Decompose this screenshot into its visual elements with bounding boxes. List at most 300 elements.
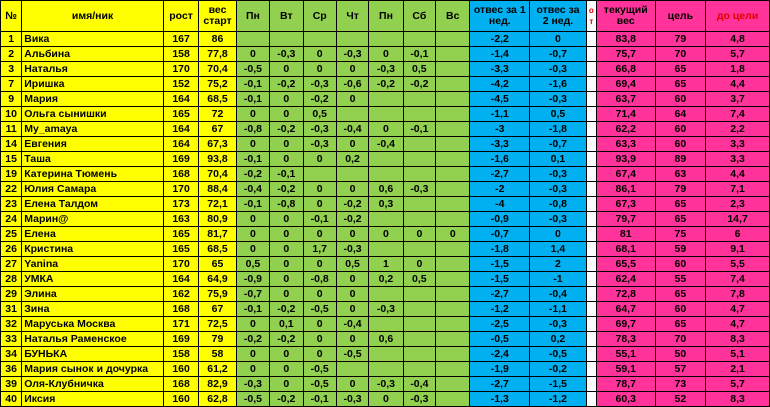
cell-marker[interactable] (586, 302, 596, 317)
cell-loss-week2[interactable]: -1,1 (530, 302, 587, 317)
cell-day-tue[interactable]: -0,2 (270, 182, 303, 197)
cell-day-wed[interactable]: -0,3 (303, 122, 336, 137)
cell-loss-week1[interactable]: -2,4 (470, 347, 530, 362)
cell-day-mon[interactable] (236, 32, 269, 47)
cell-current-weight[interactable]: 83,8 (596, 32, 655, 47)
cell-day-thu[interactable] (336, 167, 368, 182)
cell-loss-week2[interactable]: 2 (530, 257, 587, 272)
cell-day-sat[interactable] (403, 317, 435, 332)
cell-marker[interactable] (586, 317, 596, 332)
cell-goal[interactable]: 65 (655, 62, 706, 77)
cell-day-thu[interactable]: 0 (336, 137, 368, 152)
header-to-goal[interactable]: до цели (706, 1, 770, 32)
cell-day-sun[interactable] (436, 332, 470, 347)
cell-loss-week1[interactable]: -4,5 (470, 92, 530, 107)
cell-day-mon[interactable]: -0,1 (236, 77, 269, 92)
cell-goal[interactable]: 65 (655, 77, 706, 92)
cell-loss-week2[interactable]: -0,7 (530, 137, 587, 152)
cell-loss-week1[interactable]: -2 (470, 182, 530, 197)
cell-num[interactable]: 40 (1, 392, 22, 407)
cell-day-thu[interactable]: -0,4 (336, 122, 368, 137)
cell-start-weight[interactable]: 77,8 (199, 47, 236, 62)
cell-day-thu[interactable]: -0,3 (336, 47, 368, 62)
cell-goal[interactable]: 60 (655, 122, 706, 137)
cell-num[interactable]: 19 (1, 167, 22, 182)
cell-loss-week1[interactable]: -0,9 (470, 212, 530, 227)
cell-loss-week1[interactable]: -2,7 (470, 167, 530, 182)
cell-day-thu[interactable]: 0 (336, 287, 368, 302)
cell-day-wed[interactable]: -0,8 (303, 272, 336, 287)
cell-name[interactable]: Зина (22, 302, 164, 317)
cell-day-thu[interactable]: 0 (336, 272, 368, 287)
cell-day-wed[interactable]: -0,5 (303, 362, 336, 377)
cell-day-sun[interactable] (436, 242, 470, 257)
cell-day-wed[interactable]: 0 (303, 257, 336, 272)
cell-goal[interactable]: 75 (655, 227, 706, 242)
cell-marker[interactable] (586, 122, 596, 137)
cell-height[interactable]: 158 (163, 47, 198, 62)
header-day-thu[interactable]: Чт (336, 1, 368, 32)
cell-loss-week2[interactable]: -0,3 (530, 62, 587, 77)
cell-day-sat[interactable]: 0,5 (403, 272, 435, 287)
header-day-sat[interactable]: Сб (403, 1, 435, 32)
cell-day-mon[interactable]: 0 (236, 227, 269, 242)
cell-day-sat[interactable]: 0,5 (403, 62, 435, 77)
cell-day-sat[interactable]: -0,4 (403, 377, 435, 392)
cell-goal[interactable]: 65 (655, 317, 706, 332)
cell-day-fri[interactable] (369, 167, 403, 182)
cell-day-sun[interactable] (436, 392, 470, 407)
cell-goal[interactable]: 79 (655, 182, 706, 197)
cell-day-thu[interactable]: -0,4 (336, 317, 368, 332)
cell-name[interactable]: Елена Талдом (22, 197, 164, 212)
cell-day-fri[interactable] (369, 362, 403, 377)
cell-num[interactable]: 27 (1, 257, 22, 272)
cell-day-sun[interactable] (436, 152, 470, 167)
cell-day-sat[interactable] (403, 332, 435, 347)
cell-day-thu[interactable]: 0,2 (336, 152, 368, 167)
cell-day-mon[interactable]: 0 (236, 347, 269, 362)
cell-to-goal[interactable]: 7,4 (706, 107, 770, 122)
cell-start-weight[interactable]: 88,4 (199, 182, 236, 197)
cell-day-wed[interactable]: -0,1 (303, 392, 336, 407)
cell-name[interactable]: Мария (22, 92, 164, 107)
cell-name[interactable]: Альбина (22, 47, 164, 62)
cell-day-tue[interactable]: -0,2 (270, 302, 303, 317)
cell-current-weight[interactable]: 66,8 (596, 62, 655, 77)
cell-goal[interactable]: 60 (655, 257, 706, 272)
cell-day-tue[interactable]: -0,1 (270, 167, 303, 182)
cell-goal[interactable]: 79 (655, 32, 706, 47)
header-goal[interactable]: цель (655, 1, 706, 32)
cell-day-fri[interactable] (369, 107, 403, 122)
cell-start-weight[interactable]: 80,9 (199, 212, 236, 227)
cell-height[interactable]: 167 (163, 32, 198, 47)
cell-loss-week2[interactable]: -0,3 (530, 317, 587, 332)
cell-start-weight[interactable]: 68,5 (199, 242, 236, 257)
cell-goal[interactable]: 60 (655, 92, 706, 107)
cell-loss-week1[interactable]: -2,7 (470, 377, 530, 392)
cell-name[interactable]: Евгения (22, 137, 164, 152)
cell-day-thu[interactable]: -0,2 (336, 197, 368, 212)
cell-current-weight[interactable]: 72,8 (596, 287, 655, 302)
cell-day-mon[interactable]: -0,5 (236, 62, 269, 77)
cell-day-sat[interactable] (403, 212, 435, 227)
cell-loss-week1[interactable]: -1,2 (470, 302, 530, 317)
cell-name[interactable]: Марин@ (22, 212, 164, 227)
cell-day-sun[interactable] (436, 302, 470, 317)
header-loss-week1[interactable]: отвес за 1 нед. (470, 1, 530, 32)
cell-loss-week2[interactable]: 0,1 (530, 152, 587, 167)
cell-marker[interactable] (586, 152, 596, 167)
cell-day-fri[interactable]: 0 (369, 47, 403, 62)
cell-loss-week2[interactable]: -1,6 (530, 77, 587, 92)
cell-start-weight[interactable]: 64,9 (199, 272, 236, 287)
header-marker[interactable]: о т (586, 1, 596, 32)
cell-to-goal[interactable]: 3,3 (706, 152, 770, 167)
cell-day-mon[interactable]: -0,1 (236, 302, 269, 317)
cell-day-tue[interactable]: -0,2 (270, 332, 303, 347)
cell-day-fri[interactable]: -0,3 (369, 62, 403, 77)
cell-day-mon[interactable]: 0 (236, 242, 269, 257)
cell-height[interactable]: 164 (163, 122, 198, 137)
cell-day-mon[interactable]: 0 (236, 137, 269, 152)
cell-loss-week2[interactable]: 1,4 (530, 242, 587, 257)
cell-day-tue[interactable]: -0,2 (270, 122, 303, 137)
cell-day-fri[interactable] (369, 212, 403, 227)
cell-name[interactable]: Оля-Клубничка (22, 377, 164, 392)
cell-day-fri[interactable]: 0 (369, 392, 403, 407)
cell-day-fri[interactable]: -0,4 (369, 137, 403, 152)
cell-height[interactable]: 168 (163, 167, 198, 182)
cell-marker[interactable] (586, 212, 596, 227)
cell-height[interactable]: 160 (163, 362, 198, 377)
cell-height[interactable]: 165 (163, 227, 198, 242)
cell-current-weight[interactable]: 67,3 (596, 197, 655, 212)
cell-day-fri[interactable]: 0,2 (369, 272, 403, 287)
cell-day-sun[interactable] (436, 137, 470, 152)
cell-to-goal[interactable]: 5,7 (706, 377, 770, 392)
cell-current-weight[interactable]: 60,3 (596, 392, 655, 407)
cell-goal[interactable]: 55 (655, 272, 706, 287)
cell-height[interactable]: 164 (163, 272, 198, 287)
cell-day-mon[interactable]: -0,2 (236, 332, 269, 347)
cell-day-mon[interactable]: -0,1 (236, 152, 269, 167)
cell-day-wed[interactable]: 0,5 (303, 107, 336, 122)
cell-name[interactable]: Елена (22, 227, 164, 242)
cell-day-sat[interactable] (403, 302, 435, 317)
cell-name[interactable]: Наталья (22, 62, 164, 77)
cell-start-weight[interactable]: 72,5 (199, 317, 236, 332)
cell-num[interactable]: 36 (1, 362, 22, 377)
cell-goal[interactable]: 64 (655, 107, 706, 122)
cell-num[interactable]: 7 (1, 77, 22, 92)
cell-start-weight[interactable]: 65 (199, 257, 236, 272)
cell-current-weight[interactable]: 63,7 (596, 92, 655, 107)
cell-day-sun[interactable] (436, 197, 470, 212)
header-day-tue[interactable]: Вт (270, 1, 303, 32)
cell-name[interactable]: Вика (22, 32, 164, 47)
cell-height[interactable]: 164 (163, 137, 198, 152)
cell-day-thu[interactable]: 0 (336, 302, 368, 317)
cell-num[interactable]: 25 (1, 227, 22, 242)
cell-goal[interactable]: 65 (655, 287, 706, 302)
cell-loss-week2[interactable]: -0,7 (530, 47, 587, 62)
cell-to-goal[interactable]: 6 (706, 227, 770, 242)
cell-day-mon[interactable]: -0,4 (236, 182, 269, 197)
cell-start-weight[interactable]: 75,2 (199, 77, 236, 92)
cell-current-weight[interactable]: 93,9 (596, 152, 655, 167)
cell-day-sat[interactable]: 0 (403, 227, 435, 242)
cell-current-weight[interactable]: 78,7 (596, 377, 655, 392)
cell-day-tue[interactable]: 0 (270, 62, 303, 77)
cell-day-sun[interactable] (436, 107, 470, 122)
cell-day-sat[interactable]: 0 (403, 257, 435, 272)
cell-day-tue[interactable]: -0,2 (270, 77, 303, 92)
cell-name[interactable]: Таша (22, 152, 164, 167)
cell-to-goal[interactable]: 9,1 (706, 242, 770, 257)
cell-height[interactable]: 165 (163, 242, 198, 257)
cell-day-wed[interactable]: 0 (303, 347, 336, 362)
cell-day-sun[interactable] (436, 347, 470, 362)
cell-day-thu[interactable] (336, 107, 368, 122)
cell-loss-week1[interactable]: -1,6 (470, 152, 530, 167)
cell-marker[interactable] (586, 347, 596, 362)
cell-current-weight[interactable]: 65,5 (596, 257, 655, 272)
cell-start-weight[interactable]: 86 (199, 32, 236, 47)
cell-goal[interactable]: 60 (655, 302, 706, 317)
cell-num[interactable]: 26 (1, 242, 22, 257)
cell-day-fri[interactable]: 0,3 (369, 197, 403, 212)
cell-day-thu[interactable] (336, 362, 368, 377)
cell-marker[interactable] (586, 257, 596, 272)
cell-marker[interactable] (586, 137, 596, 152)
cell-day-tue[interactable]: 0 (270, 152, 303, 167)
cell-height[interactable]: 168 (163, 302, 198, 317)
cell-loss-week1[interactable]: -1,9 (470, 362, 530, 377)
cell-goal[interactable]: 65 (655, 197, 706, 212)
cell-loss-week2[interactable]: -0,3 (530, 182, 587, 197)
cell-day-tue[interactable]: 0 (270, 362, 303, 377)
cell-day-wed[interactable] (303, 167, 336, 182)
cell-marker[interactable] (586, 332, 596, 347)
cell-day-tue[interactable]: 0 (270, 107, 303, 122)
cell-goal[interactable]: 52 (655, 392, 706, 407)
cell-day-fri[interactable]: 0 (369, 227, 403, 242)
cell-day-tue[interactable]: -0,3 (270, 47, 303, 62)
cell-current-weight[interactable]: 75,7 (596, 47, 655, 62)
cell-num[interactable]: 11 (1, 122, 22, 137)
cell-num[interactable]: 23 (1, 197, 22, 212)
cell-day-thu[interactable] (336, 32, 368, 47)
cell-num[interactable]: 10 (1, 107, 22, 122)
cell-day-tue[interactable]: 0 (270, 347, 303, 362)
cell-marker[interactable] (586, 47, 596, 62)
header-loss-week2[interactable]: отвес за 2 нед. (530, 1, 587, 32)
cell-loss-week2[interactable]: -0,4 (530, 287, 587, 302)
cell-current-weight[interactable]: 71,4 (596, 107, 655, 122)
cell-name[interactable]: Юлия Самара (22, 182, 164, 197)
cell-num[interactable]: 22 (1, 182, 22, 197)
header-day-fri[interactable]: Пн (369, 1, 403, 32)
cell-loss-week1[interactable]: -3,3 (470, 137, 530, 152)
cell-name[interactable]: My_amaya (22, 122, 164, 137)
cell-current-weight[interactable]: 69,4 (596, 77, 655, 92)
cell-name[interactable]: Иксия (22, 392, 164, 407)
cell-day-mon[interactable]: 0,5 (236, 257, 269, 272)
cell-day-mon[interactable]: -0,1 (236, 197, 269, 212)
cell-loss-week1[interactable]: -1,1 (470, 107, 530, 122)
cell-start-weight[interactable]: 68,5 (199, 92, 236, 107)
cell-day-sun[interactable] (436, 362, 470, 377)
cell-goal[interactable]: 70 (655, 332, 706, 347)
cell-to-goal[interactable]: 4,4 (706, 167, 770, 182)
cell-loss-week1[interactable]: -4 (470, 197, 530, 212)
cell-loss-week2[interactable]: -0,5 (530, 347, 587, 362)
cell-name[interactable]: Yanina (22, 257, 164, 272)
cell-day-mon[interactable]: 0 (236, 317, 269, 332)
cell-goal[interactable]: 73 (655, 377, 706, 392)
cell-marker[interactable] (586, 377, 596, 392)
cell-marker[interactable] (586, 167, 596, 182)
cell-marker[interactable] (586, 227, 596, 242)
cell-day-sun[interactable] (436, 272, 470, 287)
cell-day-wed[interactable] (303, 32, 336, 47)
cell-day-sat[interactable]: -0,1 (403, 47, 435, 62)
cell-loss-week2[interactable]: -1,5 (530, 377, 587, 392)
cell-day-sun[interactable] (436, 62, 470, 77)
cell-current-weight[interactable]: 78,3 (596, 332, 655, 347)
cell-height[interactable]: 168 (163, 377, 198, 392)
cell-start-weight[interactable]: 61,2 (199, 362, 236, 377)
cell-to-goal[interactable]: 7,8 (706, 287, 770, 302)
cell-name[interactable]: Катерина Тюмень (22, 167, 164, 182)
cell-day-sat[interactable] (403, 137, 435, 152)
cell-num[interactable]: 28 (1, 272, 22, 287)
cell-num[interactable]: 1 (1, 32, 22, 47)
cell-day-fri[interactable]: -0,2 (369, 77, 403, 92)
cell-day-wed[interactable]: 0 (303, 317, 336, 332)
cell-to-goal[interactable]: 1,8 (706, 62, 770, 77)
cell-goal[interactable]: 89 (655, 152, 706, 167)
cell-to-goal[interactable]: 5,7 (706, 47, 770, 62)
cell-day-sat[interactable] (403, 167, 435, 182)
cell-current-weight[interactable]: 86,1 (596, 182, 655, 197)
cell-loss-week1[interactable]: -1,5 (470, 257, 530, 272)
cell-loss-week1[interactable]: -2,7 (470, 287, 530, 302)
cell-to-goal[interactable]: 3,3 (706, 137, 770, 152)
cell-day-wed[interactable]: 0 (303, 197, 336, 212)
cell-start-weight[interactable]: 62,8 (199, 392, 236, 407)
cell-marker[interactable] (586, 107, 596, 122)
cell-day-tue[interactable]: 0 (270, 227, 303, 242)
cell-day-fri[interactable] (369, 242, 403, 257)
cell-name[interactable]: Кристина (22, 242, 164, 257)
header-start-weight[interactable]: вес старт (199, 1, 236, 32)
cell-name[interactable]: Наталья Раменское (22, 332, 164, 347)
cell-to-goal[interactable]: 4,7 (706, 302, 770, 317)
cell-day-fri[interactable]: 0,6 (369, 332, 403, 347)
cell-goal[interactable]: 63 (655, 167, 706, 182)
cell-day-sun[interactable] (436, 32, 470, 47)
cell-loss-week1[interactable]: -0,5 (470, 332, 530, 347)
cell-day-mon[interactable]: 0 (236, 212, 269, 227)
cell-to-goal[interactable]: 4,8 (706, 32, 770, 47)
cell-day-sat[interactable] (403, 152, 435, 167)
cell-current-weight[interactable]: 64,7 (596, 302, 655, 317)
cell-day-mon[interactable]: -0,7 (236, 287, 269, 302)
cell-day-thu[interactable]: -0,3 (336, 242, 368, 257)
cell-day-fri[interactable] (369, 287, 403, 302)
cell-day-thu[interactable]: -0,2 (336, 212, 368, 227)
cell-day-sat[interactable] (403, 287, 435, 302)
cell-num[interactable]: 3 (1, 62, 22, 77)
cell-current-weight[interactable]: 81 (596, 227, 655, 242)
cell-day-thu[interactable]: 0 (336, 227, 368, 242)
cell-day-tue[interactable] (270, 32, 303, 47)
cell-day-wed[interactable]: -0,5 (303, 377, 336, 392)
cell-day-wed[interactable]: 0 (303, 152, 336, 167)
cell-day-thu[interactable]: 0 (336, 332, 368, 347)
cell-loss-week1[interactable]: -1,4 (470, 47, 530, 62)
cell-current-weight[interactable]: 62,2 (596, 122, 655, 137)
cell-height[interactable]: 163 (163, 212, 198, 227)
cell-loss-week2[interactable]: -0,3 (530, 212, 587, 227)
cell-to-goal[interactable]: 2,3 (706, 197, 770, 212)
cell-day-sat[interactable] (403, 197, 435, 212)
cell-num[interactable]: 15 (1, 152, 22, 167)
cell-day-sat[interactable] (403, 32, 435, 47)
cell-loss-week2[interactable]: -1,8 (530, 122, 587, 137)
cell-day-thu[interactable]: -0,5 (336, 347, 368, 362)
cell-day-sat[interactable]: -0,3 (403, 182, 435, 197)
cell-height[interactable]: 169 (163, 152, 198, 167)
cell-height[interactable]: 164 (163, 92, 198, 107)
cell-day-mon[interactable]: -0,5 (236, 392, 269, 407)
header-day-wed[interactable]: Ср (303, 1, 336, 32)
cell-day-sun[interactable] (436, 77, 470, 92)
cell-loss-week2[interactable]: 0 (530, 32, 587, 47)
cell-day-wed[interactable]: 0 (303, 47, 336, 62)
cell-day-wed[interactable]: 0 (303, 62, 336, 77)
cell-current-weight[interactable]: 69,7 (596, 317, 655, 332)
cell-to-goal[interactable]: 5,1 (706, 347, 770, 362)
cell-current-weight[interactable]: 67,4 (596, 167, 655, 182)
cell-goal[interactable]: 50 (655, 347, 706, 362)
header-num[interactable]: № (1, 1, 22, 32)
cell-loss-week1[interactable]: -1,8 (470, 242, 530, 257)
cell-day-thu[interactable]: 0 (336, 182, 368, 197)
cell-day-sat[interactable]: -0,1 (403, 122, 435, 137)
cell-loss-week2[interactable]: -0,2 (530, 362, 587, 377)
cell-day-fri[interactable]: 0,6 (369, 182, 403, 197)
cell-loss-week1[interactable]: -3 (470, 122, 530, 137)
cell-day-wed[interactable]: -0,2 (303, 92, 336, 107)
cell-day-sun[interactable] (436, 92, 470, 107)
cell-loss-week2[interactable]: -1 (530, 272, 587, 287)
cell-num[interactable]: 34 (1, 347, 22, 362)
cell-marker[interactable] (586, 92, 596, 107)
cell-day-thu[interactable]: 0 (336, 62, 368, 77)
cell-loss-week1[interactable]: -0,7 (470, 227, 530, 242)
cell-height[interactable]: 160 (163, 392, 198, 407)
cell-day-wed[interactable]: -0,3 (303, 77, 336, 92)
cell-num[interactable]: 31 (1, 302, 22, 317)
cell-to-goal[interactable]: 8,3 (706, 332, 770, 347)
cell-num[interactable]: 29 (1, 287, 22, 302)
cell-day-sun[interactable] (436, 377, 470, 392)
cell-name[interactable]: БУНЬКА (22, 347, 164, 362)
